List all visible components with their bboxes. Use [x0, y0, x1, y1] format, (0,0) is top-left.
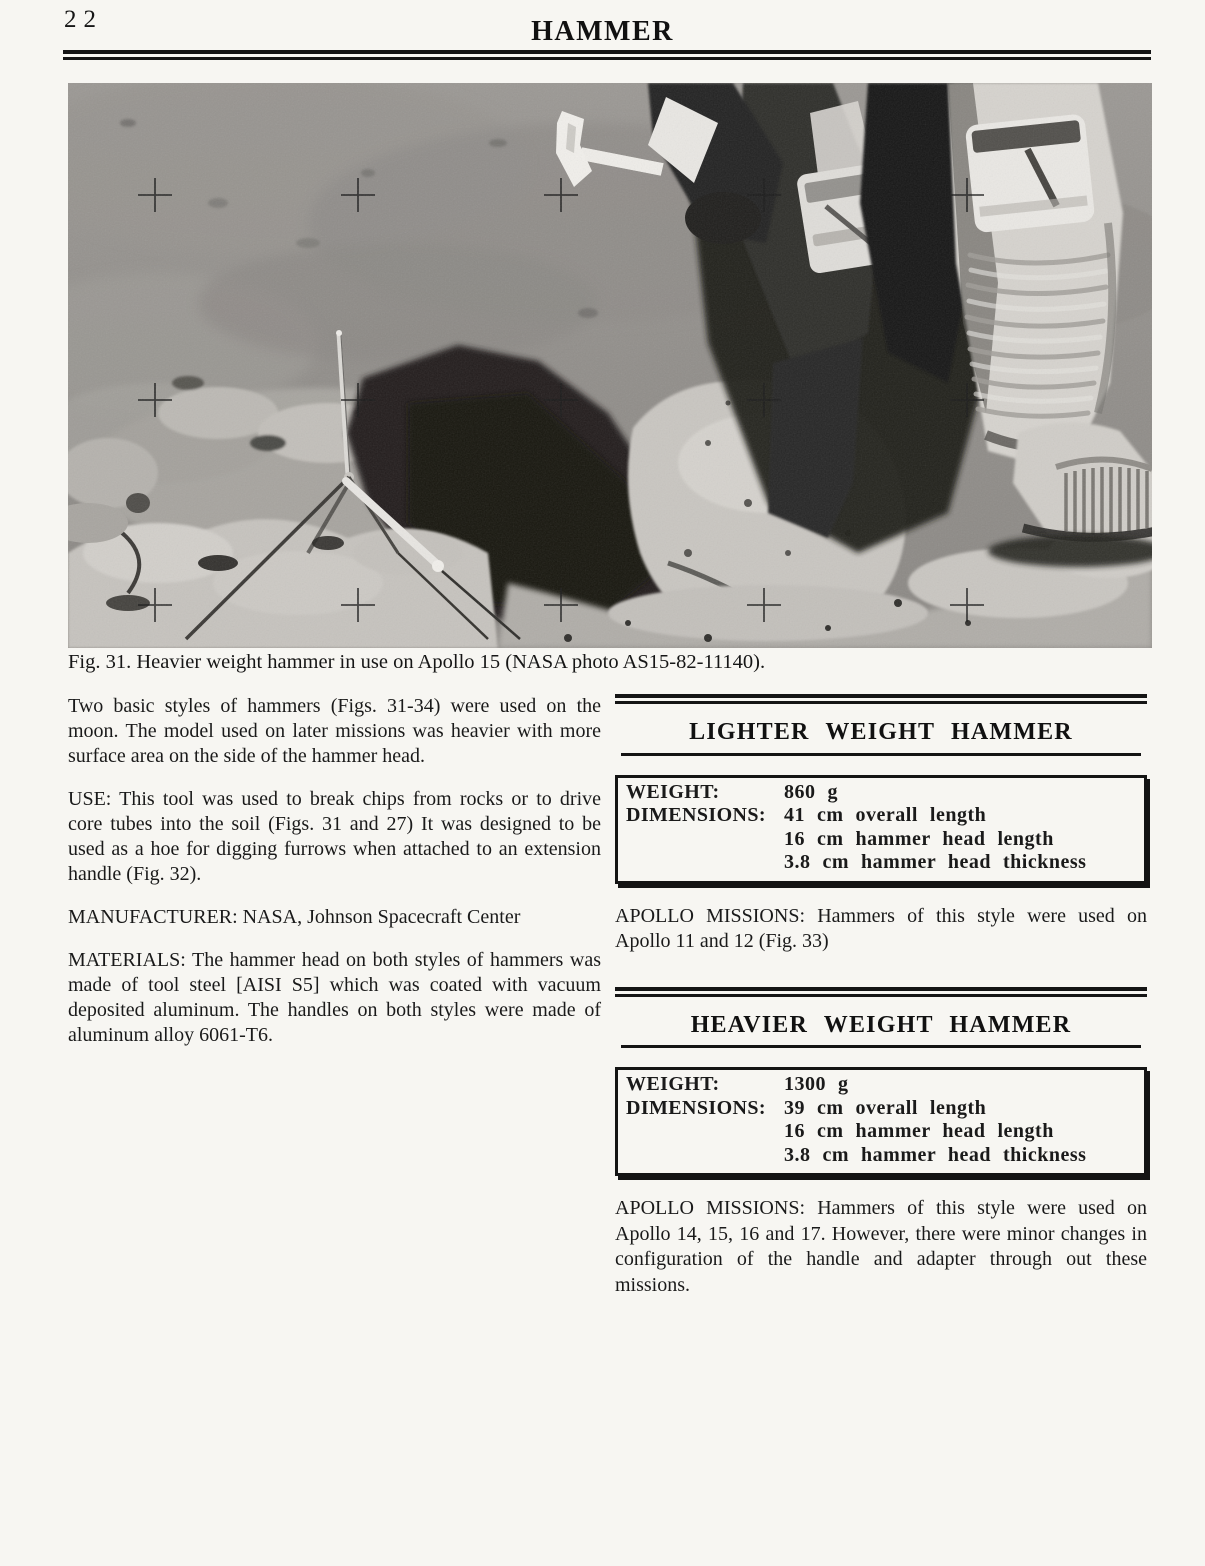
manufacturer-line: MANUFACTURER: NASA, Johnson Spacecraft Center	[68, 906, 521, 928]
spec-label	[626, 1120, 784, 1144]
spec-value: 3.8 cm hammer head thickness	[784, 851, 1087, 873]
spec-label: DIMENSIONS:	[626, 1096, 766, 1119]
right-column	[615, 694, 1147, 1298]
section-rule	[615, 694, 1147, 704]
spec-value: 16 cm hammer head length	[784, 827, 1054, 850]
missions-paragraph-heavier: APOLLO MISSIONS: Hammers of this style were used on Apollo 14, 15, 16 and 17. However, there were minor changes in configuration of the handle and adapter through out these missions.	[615, 1197, 1147, 1296]
missions-paragraph-lighter: APOLLO MISSIONS: Hammers of this style were used on Apollo 11 and 12 (Fig. 33)	[615, 904, 1147, 952]
section-rule	[615, 987, 1147, 997]
spec-label	[626, 1144, 784, 1168]
spec-label	[626, 851, 784, 875]
film-grain	[68, 83, 1152, 648]
section-heading-lighter: LIGHTER WEIGHT HAMMER	[621, 720, 1141, 756]
page-title: HAMMER	[531, 16, 674, 47]
left-column	[68, 694, 601, 1066]
spec-label	[626, 828, 784, 852]
spec-row	[626, 1073, 1134, 1097]
spec-label: DIMENSIONS:	[626, 804, 766, 826]
page-number: 22	[64, 6, 103, 33]
spec-value: 860 g	[784, 780, 838, 803]
spec-row	[626, 804, 1134, 828]
header-rule	[63, 50, 1151, 60]
spec-row	[626, 1120, 1134, 1144]
spec-row	[626, 1144, 1134, 1168]
spec-value: 39 cm overall length	[784, 1096, 987, 1119]
lunar-surface-photo	[68, 83, 1152, 648]
materials-paragraph: MATERIALS: The hammer head on both styles of hammers was made of tool steel [AISI S5] which was coated with vacuum deposited aluminum. The handles on both styles were made of aluminum alloy 6061-T6.	[68, 949, 601, 1046]
spec-value: 1300 g	[784, 1073, 849, 1095]
section-heading-heavier: HEAVIER WEIGHT HAMMER	[621, 1013, 1141, 1049]
moon-photo-graphic	[68, 83, 1152, 648]
spec-row	[626, 828, 1134, 852]
intro-paragraph: Two basic styles of hammers (Figs. 31-34) were used on the moon. The model used on later missions was heavier with more surface area on the side of the hammer head.	[68, 695, 601, 767]
use-paragraph: USE: This tool was used to break chips from rocks or to drive core tubes into the soil (Figs. 31 and 27) It was designed to be used as a hoe for digging furrows when attached to an extension handle (Fig. 32).	[68, 788, 601, 885]
figure-caption: Fig. 31. Heavier weight hammer in use on Apollo 15 (NASA photo AS15-82-11140).	[68, 651, 766, 673]
spec-label: WEIGHT:	[626, 780, 720, 803]
spec-box-lighter	[615, 775, 1147, 884]
spec-value: 3.8 cm hammer head thickness	[784, 1143, 1087, 1166]
spec-row	[626, 851, 1134, 875]
spec-row	[626, 1097, 1134, 1121]
spec-value: 41 cm overall length	[784, 804, 987, 826]
spec-label: WEIGHT:	[626, 1073, 720, 1095]
spec-box-heavier	[615, 1067, 1147, 1176]
spec-value: 16 cm hammer head length	[784, 1120, 1054, 1142]
spec-row	[626, 781, 1134, 805]
